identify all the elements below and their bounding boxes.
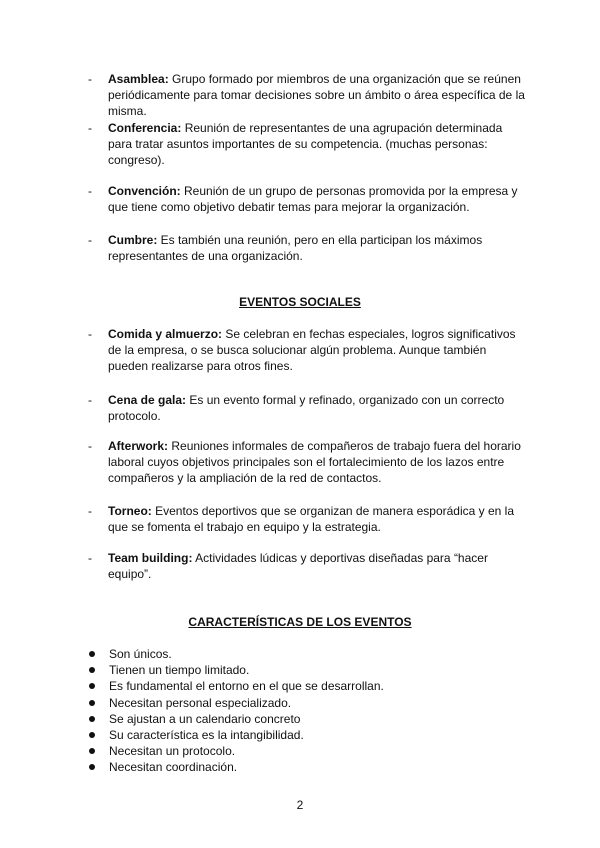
list-item (88, 678, 384, 694)
social-event-torneo (88, 503, 528, 535)
social-event-content (108, 550, 528, 582)
social-event-term: Comida y almuerzo: (108, 327, 223, 341)
social-event-text: Actividades lúdicas y deportivas diseñadas para “hacer equipo”. (108, 551, 488, 581)
list-item (88, 743, 384, 759)
social-event-term: Torneo: (108, 504, 152, 518)
list-item (88, 695, 384, 711)
social-event-text: Es un evento formal y refinado, organizado con un correcto protocolo. (108, 393, 505, 423)
list-dash: - (88, 504, 92, 518)
list-item (88, 727, 384, 743)
social-event-term: Afterwork: (108, 439, 169, 453)
characteristic-text: Necesitan personal especializado. (109, 695, 292, 710)
definition-cumbre (88, 232, 528, 264)
social-event-text: Eventos deportivos que se organizan de manera esporádica y en la que se fomenta el trabajo en equipo y la estrategia. (108, 504, 515, 534)
social-event-term: Cena de gala: (108, 393, 187, 407)
definition-term: Convención: (108, 184, 181, 198)
bullet-icon (89, 683, 95, 689)
social-event-content (108, 392, 528, 424)
definition-term: Conferencia: (108, 121, 182, 135)
bullet-icon (89, 764, 95, 770)
characteristic-text: Tienen un tiempo limitado. (109, 663, 250, 678)
list-item (88, 759, 384, 775)
bullet-icon (89, 716, 95, 722)
bullet-icon (89, 651, 95, 657)
characteristic-text: Necesitan un protocolo. (109, 744, 236, 759)
list-item (88, 711, 384, 727)
social-event-text: Reuniones informales de compañeros de trabajo fuera del horario laboral cuyos objetivos principales son el fortalecimiento de los lazos entre compañeros y la ampliación de la red de contactos. (108, 439, 521, 485)
definition-content (108, 183, 528, 215)
list-dash: - (88, 393, 92, 407)
social-event-term: Team building: (108, 551, 193, 565)
definition-term: Cumbre: (108, 233, 158, 247)
characteristic-text: Necesitan coordinación. (109, 760, 238, 775)
section-heading-social-events: EVENTOS SOCIALES (239, 295, 361, 309)
social-event-comida (88, 326, 528, 374)
page-number: 2 (296, 798, 304, 812)
social-event-cena-de-gala (88, 392, 528, 424)
list-dash: - (88, 551, 92, 565)
definition-text: Reunión de un grupo de personas promovida por la empresa y que tiene como objetivo debatir temas para mejorar la organización. (108, 184, 518, 214)
definition-text: Reunión de representantes de una agrupación determinada para tratar asuntos importantes de su competencia. (muchas personas: congreso). (108, 121, 503, 167)
social-event-team-building (88, 550, 528, 582)
social-event-content (108, 438, 528, 486)
list-dash: - (88, 121, 92, 135)
list-item (88, 646, 384, 662)
bullet-icon (89, 700, 95, 706)
social-event-content (108, 503, 528, 535)
bullet-icon (89, 732, 95, 738)
list-dash: - (88, 72, 92, 86)
list-dash: - (88, 184, 92, 198)
definition-asamblea (88, 71, 528, 119)
definition-conferencia (88, 120, 528, 168)
list-item (88, 662, 384, 678)
characteristic-text: Se ajustan a un calendario concreto (109, 711, 301, 726)
social-event-text: Se celebran en fechas especiales, logros significativos de la empresa, o se busca solucionar algún problema. Aunque también pueden realizarse para otros fines. (108, 327, 516, 373)
characteristic-text: Es fundamental el entorno en el que se desarrollan. (109, 679, 384, 694)
definition-content (108, 232, 528, 264)
social-event-afterwork (88, 438, 528, 486)
definition-content (108, 71, 528, 119)
list-dash: - (88, 327, 92, 341)
bullet-icon (89, 667, 95, 673)
definition-text: Grupo formado por miembros de una organización que se reúnen periódicamente para tomar decisiones sobre un ámbito o área específica de la misma. (108, 72, 525, 118)
list-dash: - (88, 439, 92, 453)
characteristic-text: Son únicos. (109, 647, 172, 661)
characteristics-list (88, 646, 384, 776)
list-dash: - (88, 233, 92, 247)
bullet-icon (89, 748, 95, 754)
definition-term: Asamblea: (108, 72, 169, 86)
definition-convencion (88, 183, 528, 215)
characteristic-text: Su característica es la intangibilidad. (109, 727, 304, 742)
social-event-content (108, 326, 528, 374)
definition-content (108, 120, 528, 168)
section-heading-characteristics: CARACTERÍSTICAS DE LOS EVENTOS (188, 615, 412, 629)
definition-text: Es también una reunión, pero en ella participan los máximos representantes de una organización. (108, 233, 483, 263)
